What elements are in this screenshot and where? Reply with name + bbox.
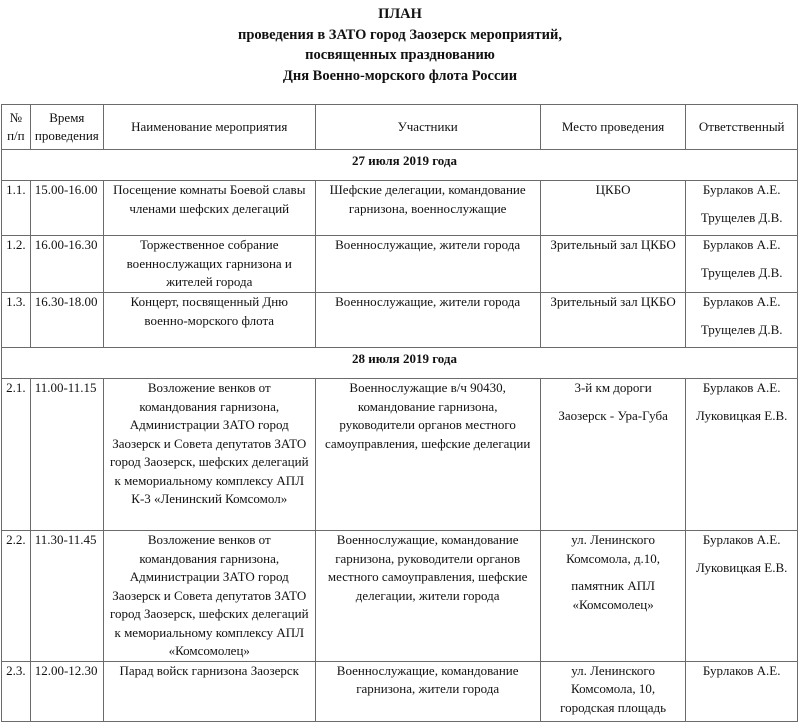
responsible-person: Бурлаков А.Е.: [702, 532, 781, 547]
table-row: [2, 379, 798, 531]
row-place: [540, 379, 686, 531]
row-place: [540, 531, 686, 662]
table-row: [2, 236, 798, 293]
place-line: Заозерск - Ура-Губа: [558, 407, 668, 423]
responsible-person: Бурлаков А.Е.: [702, 662, 781, 678]
header-time: [30, 105, 103, 150]
responsible-person: Бурлаков А.Е.: [702, 182, 781, 197]
title-line-1: ПЛАН: [378, 6, 422, 22]
date-label: 28 июля 2019 года: [352, 351, 457, 366]
row-time: 11.30-11.45: [30, 531, 103, 662]
place-line: Зрительный зал ЦКБО: [550, 294, 676, 309]
row-time: 15.00-16.00: [30, 181, 103, 236]
table-row: [2, 531, 798, 662]
date-row: [2, 150, 798, 181]
responsible-person: Луковицкая Е.В.: [695, 407, 788, 423]
row-event-name: Парад войск гарнизона Заозерск: [104, 661, 315, 721]
table-row: [2, 661, 798, 721]
header-num-line1: №: [9, 109, 23, 125]
header-place: Место проведения: [540, 105, 686, 150]
row-event-name: Возложение венков от командования гарнизона, Администрации ЗАТО город Заозерск и Совета депутатов ЗАТО город Заозерск, шефских делегаций к мемориальному комплексу АПЛ К-3 «Ленинский Комсомол»: [104, 379, 315, 531]
title-line-3: посвященных празднованию: [305, 47, 495, 63]
header-responsible: Ответственный: [686, 105, 798, 150]
header-num-line2: п/п: [7, 128, 25, 143]
place-line: ул. Ленинского Комсомола, д.10,: [566, 532, 661, 566]
place-line: ул. Ленинского Комсомола, 10, городская площадь: [560, 662, 667, 715]
row-participants: Военнослужащие в/ч 90430, командование гарнизона, руководители органов местного самоуправления, шефские делегации: [315, 379, 540, 531]
responsible-person: Бурлаков А.Е.: [702, 380, 781, 395]
responsible-person: Трущелев Д.В.: [700, 209, 783, 225]
responsible-person: Бурлаков А.Е.: [702, 237, 781, 252]
row-num: 1.2.: [2, 236, 31, 293]
responsible-person: Трущелев Д.В.: [700, 321, 783, 337]
date-row: [2, 348, 798, 379]
row-event-name: Торжественное собрание военнослужащих гарнизона и жителей города: [104, 236, 315, 293]
header-num: [2, 105, 31, 150]
row-participants: Военнослужащие, жители города: [315, 293, 540, 348]
row-participants: Военнослужащие, командование гарнизона, жители города: [315, 661, 540, 721]
responsible-person: Трущелев Д.В.: [700, 264, 783, 280]
row-time: 16.30-18.00: [30, 293, 103, 348]
row-responsible: [686, 293, 798, 348]
row-num: 1.1.: [2, 181, 31, 236]
document-title: [0, 4, 800, 86]
header-event-name: Наименование мероприятия: [104, 105, 315, 150]
row-place: [540, 236, 686, 293]
row-place: [540, 181, 686, 236]
row-num: 2.3.: [2, 661, 31, 721]
responsible-person: Луковицкая Е.В.: [695, 559, 788, 575]
row-place: [540, 293, 686, 348]
header-time-line2: проведения: [34, 128, 99, 143]
date-cell: [2, 150, 798, 181]
date-cell: [2, 348, 798, 379]
row-responsible: [686, 236, 798, 293]
row-event-name: Посещение комнаты Боевой славы членами шефских делегаций: [104, 181, 315, 236]
events-plan-table: [1, 104, 798, 722]
row-time: 11.00-11.15: [30, 379, 103, 531]
table-row: [2, 293, 798, 348]
row-event-name: Возложение венков от командования гарнизона, Администрации ЗАТО город Заозерск и Совета депутатов ЗАТО город Заозерск, шефских делегаций к мемориальному комплексу АПЛ «Комсомолец»: [104, 531, 315, 662]
header-participants: Участники: [315, 105, 540, 150]
row-participants: Военнослужащие, командование гарнизона, руководители органов местного самоуправления, шефские делегации, жители города: [315, 531, 540, 662]
row-responsible: [686, 531, 798, 662]
row-num: 1.3.: [2, 293, 31, 348]
place-line: Зрительный зал ЦКБО: [550, 237, 676, 252]
title-line-4: Дня Военно-морского флота России: [282, 67, 518, 84]
row-time: 12.00-12.30: [30, 661, 103, 721]
row-participants: Шефские делегации, командование гарнизона, военнослужащие: [315, 181, 540, 236]
row-num: 2.1.: [2, 379, 31, 531]
place-line: памятник АПЛ «Комсомолец»: [571, 578, 655, 612]
row-responsible: [686, 181, 798, 236]
row-event-name: Концерт, посвященный Дню военно-морского флота: [104, 293, 315, 348]
row-responsible: [686, 661, 798, 721]
title-line-2: проведения в ЗАТО город Заозерск мероприятий,: [238, 26, 562, 43]
table-row: [2, 181, 798, 236]
date-label: 27 июля 2019 года: [352, 153, 457, 168]
row-participants: Военнослужащие, жители города: [315, 236, 540, 293]
responsible-person: Бурлаков А.Е.: [702, 294, 781, 309]
row-num: 2.2.: [2, 531, 31, 662]
row-time: 16.00-16.30: [30, 236, 103, 293]
row-place: [540, 661, 686, 721]
place-line: 3-й км дороги: [574, 380, 652, 395]
header-time-line1: Время: [49, 109, 85, 125]
row-responsible: [686, 379, 798, 531]
place-line: ЦКБО: [595, 182, 631, 197]
table-header-row: [2, 105, 798, 150]
